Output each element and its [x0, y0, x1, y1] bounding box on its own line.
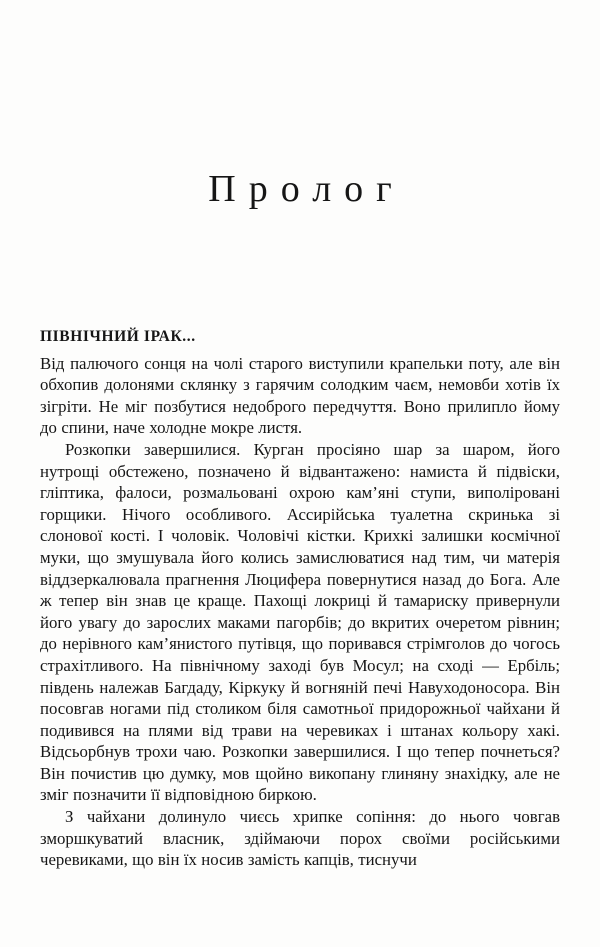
chapter-title: Пролог: [208, 168, 405, 210]
body-text: [40, 353, 560, 871]
paragraph: Розкопки завершилися. Курган просіяно шар за шаром, його нутрощі обстежено, позначено й відвантажено: намиста й підвіски, гліптика, фалоси, розмальовані охрою кам’яні ступи, виполіровані горщики. Нічого особливого. Ассирійська туалетна скринька зі слонової кості. І чоловік. Чоловічі кістки. Крихкі залишки космічної муки, що змушувала його колись замислюватися над тим, чи матерія віддзеркалювала прагнення Люцифера повернутися назад до Бога. Але ж тепер він знав це краще. Пахощі локриці й тамариску привернули його увагу до зарослих маками пагорбів; до вкритих очеретом рівнин; до нерівного кам’янистого путівця, що поривався стрімголов до чогось страхітливого. На північному заході був Мосул; на сході — Ербіль; південь належав Багдаду, Кіркуку й вогняній печі Навуходоносора. Він посовгав ногами під столиком біля самотньої придорожньої чайхани й подивився на плями від трави на черевиках і штанах кольору хакі. Відсьорбнув трохи чаю. Розкопки завершилися. І що тепер почнеться? Він почистив цю думку, мов щойно викопану глиняну знахідку, але не зміг позначити її відповідною биркою.: [40, 439, 560, 805]
paragraph: З чайхани долинуло чиєсь хрипке сопіння: до нього човгав зморшкуватий власник, здіймаючи порох своїми російськими черевиками, що він їх носив замість капців, тиснучи: [40, 807, 560, 870]
paragraph: Від палючого сонця на чолі старого виступили крапельки поту, але він обхопив долонями склянку з гарячим солодким чаєм, немовби хотів їх зігріти. Не міг позбутися недоброго передчуття. Воно прилипло йому до спини, наче холодне мокре листя.: [40, 353, 560, 438]
section-heading: ПІВНІЧНИЙ ІРАК...: [40, 328, 196, 345]
